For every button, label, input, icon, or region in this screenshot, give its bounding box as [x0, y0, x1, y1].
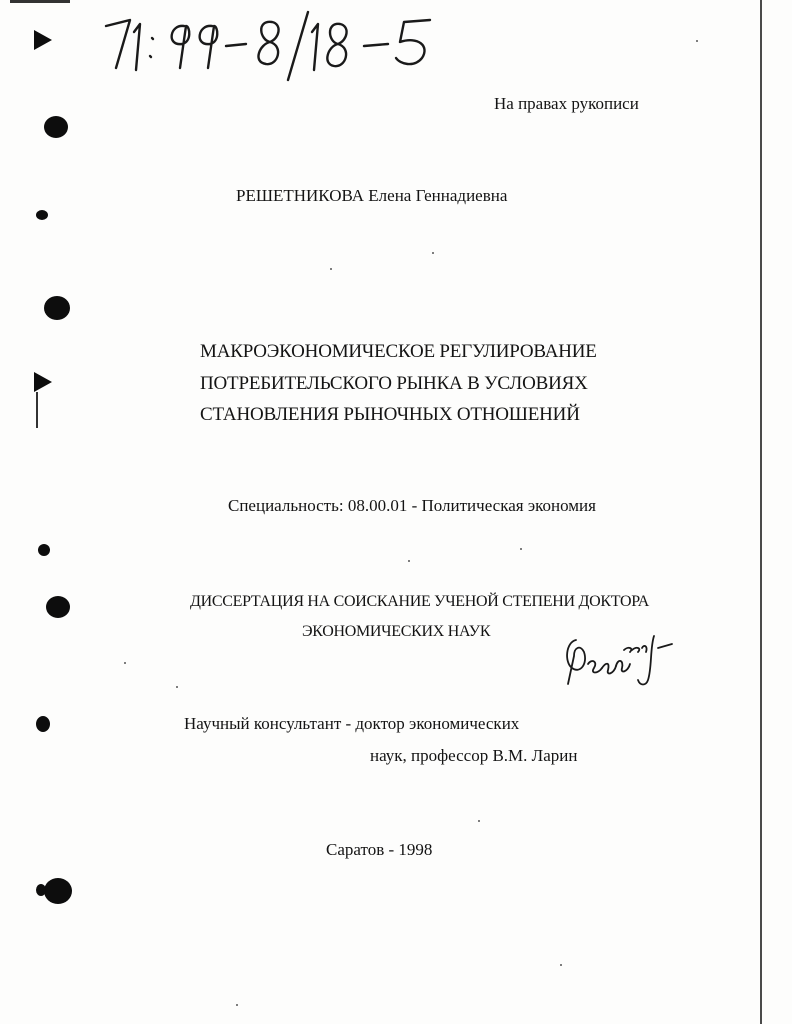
scan-speck [432, 252, 434, 254]
scan-speck [124, 662, 126, 664]
title-line-2: ПОТРЕБИТЕЛЬСКОГО РЫНКА В УСЛОВИЯХ [200, 373, 588, 394]
scan-edge-right [760, 0, 762, 1024]
scan-speck [176, 686, 178, 688]
punch-hole-mark [44, 296, 70, 320]
binder-mark-triangle [34, 30, 52, 50]
advisor-line-1: Научный консультант - доктор экономических [184, 714, 520, 733]
rights-notice: На правах рукописи [494, 94, 639, 113]
punch-hole-mark [44, 878, 72, 904]
degree-line-2: ЭКОНОМИЧЕСКИХ НАУК [302, 623, 491, 640]
scan-speck [696, 40, 698, 42]
scan-speck [236, 1004, 238, 1006]
specialty-line: Специальность: 08.00.01 - Политическая экономия [228, 496, 596, 515]
place-year: Саратов - 1998 [326, 840, 433, 859]
punch-hole-mark [38, 544, 50, 556]
degree-line-1: ДИССЕРТАЦИЯ НА СОИСКАНИЕ УЧЕНОЙ СТЕПЕНИ ДОКТОРА [190, 593, 650, 610]
binder-line [36, 392, 38, 428]
title-line-3: СТАНОВЛЕНИЯ РЫНОЧНЫХ ОТНОШЕНИЙ [200, 404, 580, 425]
punch-hole-mark [36, 210, 48, 220]
scan-speck [330, 268, 332, 270]
title-line-1: МАКРОЭКОНОМИЧЕСКОЕ РЕГУЛИРОВАНИЕ [200, 341, 597, 362]
punch-hole-mark [36, 884, 46, 896]
punch-hole-mark [44, 116, 68, 138]
scan-edge-top [10, 0, 70, 3]
advisor-line-2: наук, профессор В.М. Ларин [370, 746, 578, 765]
scan-speck [408, 560, 410, 562]
handwritten-signature [558, 628, 678, 692]
punch-hole-mark [46, 596, 70, 618]
scan-speck [478, 820, 480, 822]
handwritten-archive-code [100, 6, 460, 86]
scan-speck [520, 548, 522, 550]
scan-speck [560, 964, 562, 966]
binder-mark-triangle [34, 372, 52, 392]
punch-hole-mark [36, 716, 50, 732]
author-name: РЕШЕТНИКОВА Елена Геннадиевна [236, 186, 508, 205]
